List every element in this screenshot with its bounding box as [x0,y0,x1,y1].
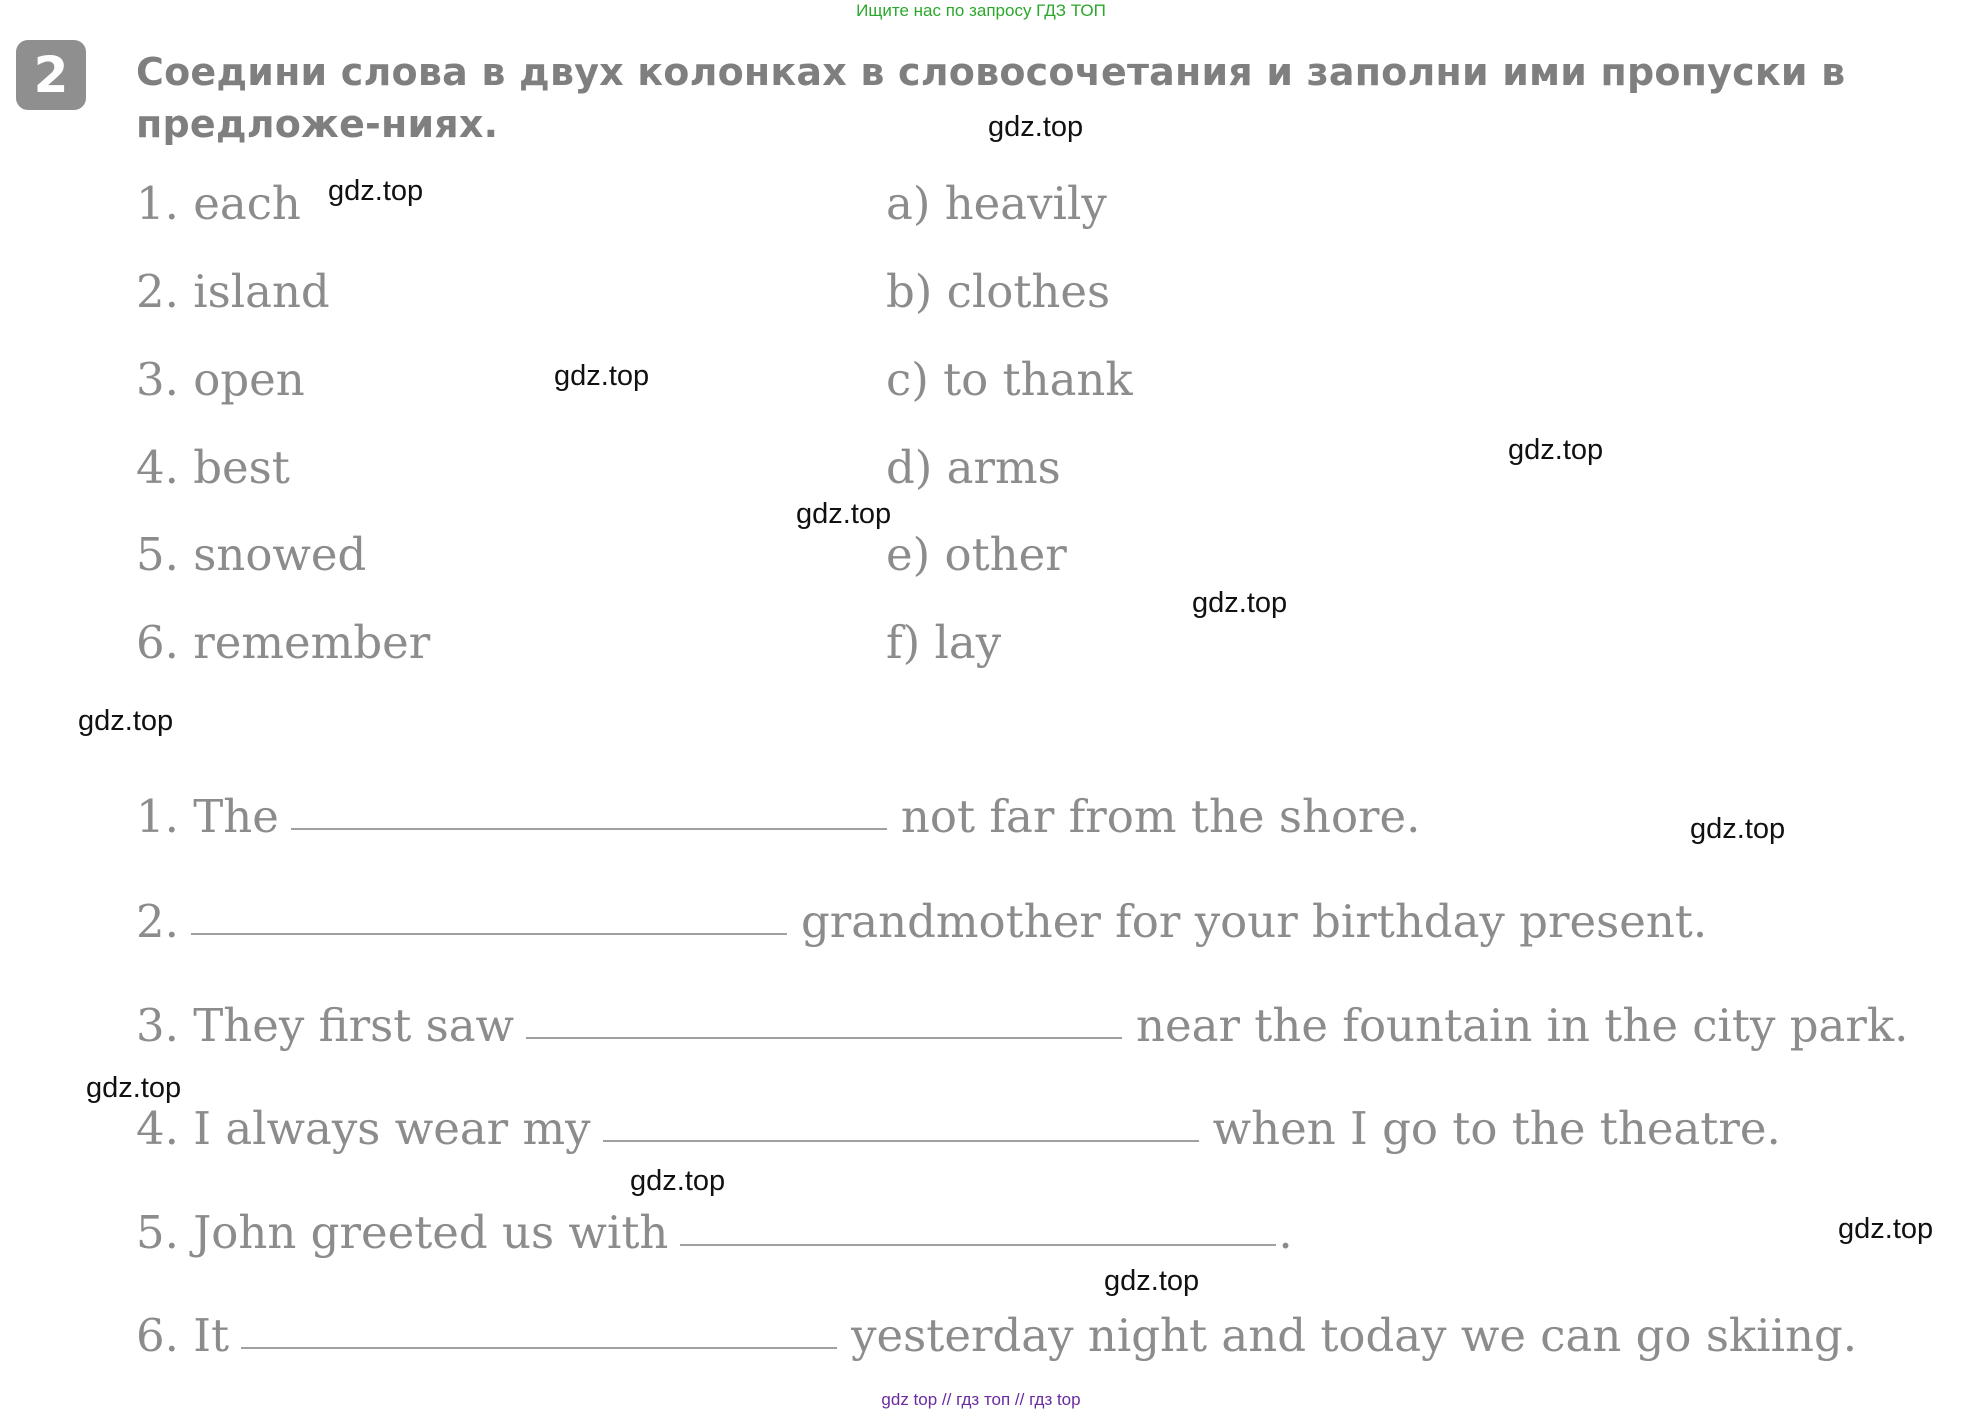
left-item-1: 1. each [136,177,301,230]
watermark: gdz.top [554,360,650,392]
right-item-d: d) arms [886,441,1061,494]
top-banner[interactable]: Ищите нас по запросу ГДЗ ТОП [856,1,1106,20]
watermark: gdz.top [1104,1265,1200,1297]
sentence-2 [136,892,1707,952]
watermark: gdz.top [1838,1213,1934,1245]
sentence-4-start: 4. I always wear my [136,1102,591,1155]
sentence-2-end: grandmother for your birthday present. [800,895,1708,948]
watermark: gdz.top [796,498,892,530]
watermark: gdz.top [1690,813,1786,845]
sentence-6-start: 6. It [136,1309,230,1362]
watermark: gdz.top [1508,434,1604,466]
watermark: gdz.top [630,1165,726,1197]
sentence-1-end: not far from the shore. [900,790,1421,843]
left-item-5: 5. snowed [136,528,367,581]
left-item-2: 2. island [136,265,330,318]
sentence-4 [136,1099,1781,1159]
sentence-1-blank[interactable] [291,828,887,830]
sentence-5-blank[interactable] [680,1244,1276,1246]
watermark: gdz.top [78,705,174,737]
right-item-c: c) to thank [886,353,1133,406]
footer-links[interactable]: gdz top // гдз топ // гдз top [881,1390,1081,1409]
sentence-5-start: 5. John greeted us with [136,1206,669,1259]
sentence-5 [136,1203,1293,1263]
sentence-6-blank[interactable] [241,1347,837,1349]
right-item-f: f) lay [886,616,1002,669]
sentence-5-end: . [1278,1206,1293,1259]
sentence-6-end: yesterday night and today we can go skiing. [851,1309,1858,1362]
watermark: gdz.top [86,1072,182,1104]
sentence-3-end: near the fountain in the city park. [1136,999,1909,1052]
sentence-3 [136,996,1908,1056]
watermark: gdz.top [988,111,1084,143]
right-item-e: e) other [886,528,1067,581]
sentence-2-start: 2. [136,895,179,948]
left-item-6: 6. remember [136,616,431,669]
sentence-4-end: when I go to the theatre. [1212,1102,1781,1155]
exercise-number-badge: 2 [16,40,86,110]
right-item-b: b) clothes [886,265,1111,318]
sentence-6 [136,1306,1857,1366]
left-item-3: 3. open [136,353,305,406]
sentence-4-blank[interactable] [603,1140,1199,1142]
sentence-3-start: 3. They first saw [136,999,515,1052]
watermark: gdz.top [1192,587,1288,619]
sentence-3-blank[interactable] [526,1037,1122,1039]
sentence-1 [136,787,1420,847]
sentence-2-blank[interactable] [191,933,787,935]
exercise-instruction: Соедини слова в двух колонках в словосочетания и заполни ими пропуски в предложе-ниях. [136,50,1846,146]
right-item-a: a) heavily [886,177,1107,230]
left-item-4: 4. best [136,441,290,494]
sentence-1-start: 1. The [136,790,279,843]
watermark: gdz.top [328,175,424,207]
